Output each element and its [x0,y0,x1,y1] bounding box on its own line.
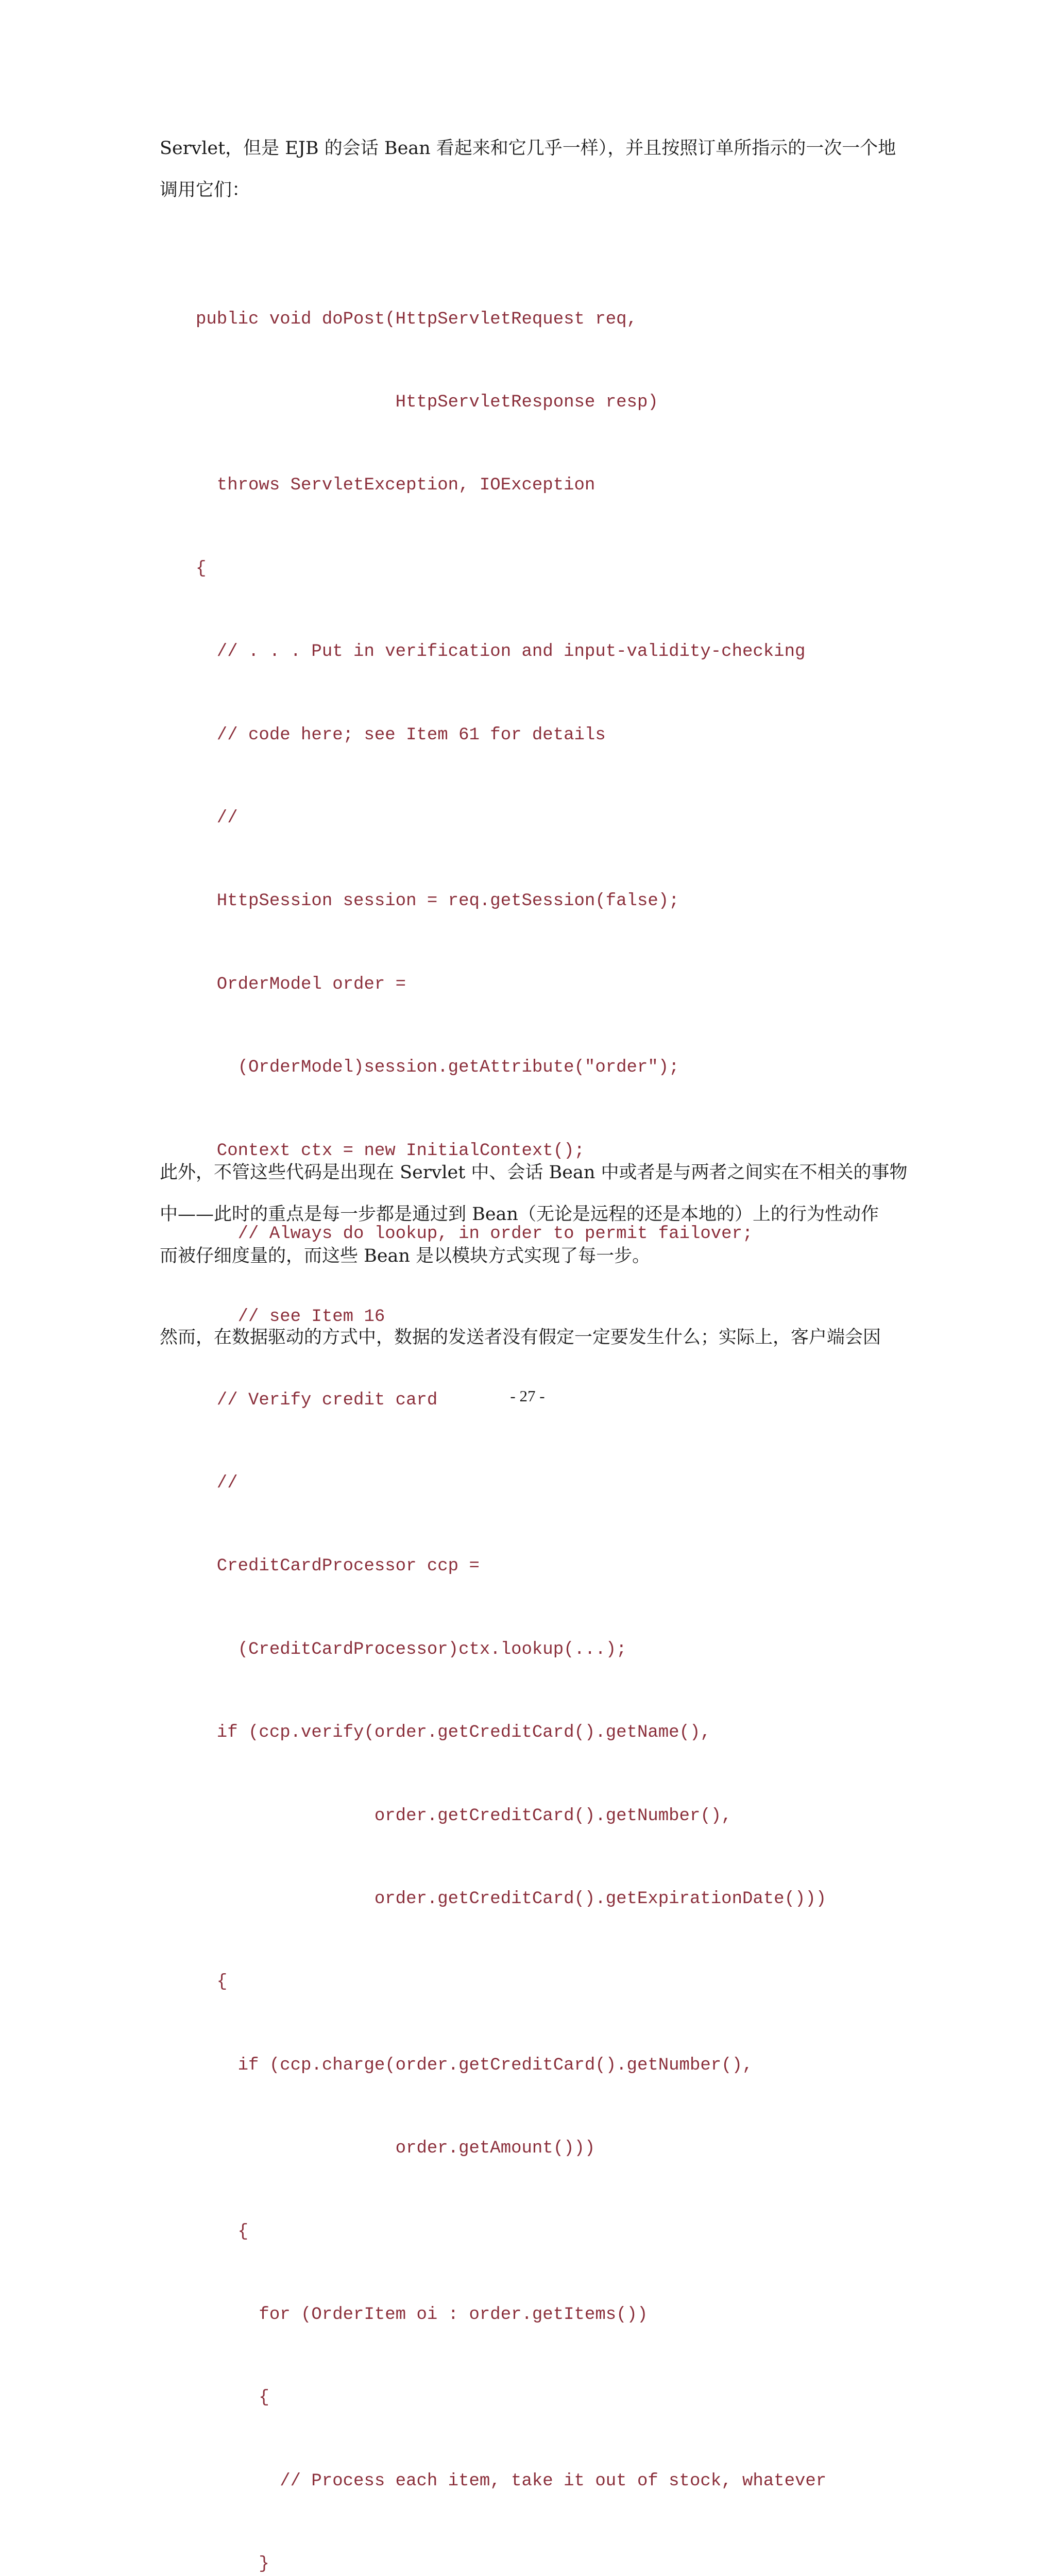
code-line: (CreditCardProcessor)ctx.lookup(...); [196,1639,627,1659]
code-line: // Verify credit card [196,1390,438,1410]
code-line: { [196,558,207,579]
intro-paragraph [160,128,901,211]
paragraph-line: 中——此时的重点是每一步都是通过到 Bean（无论是远程的还是本地的）上的行为性动作 [160,1204,879,1225]
code-line: // . . . Put in verification and input-validity-checking [196,642,806,662]
code-line: public void doPost(HttpServletRequest req, [196,309,637,329]
code-line: throws ServletException, IOException [196,476,595,496]
code-line: // see Item 16 [196,1307,385,1327]
third-paragraph [160,1317,901,1359]
code-line: // Process each item, take it out of stock, whatever [196,2471,827,2491]
paragraph-line: 然而，在数据驱动的方式中，数据的发送者没有假定一定要发生什么；实际上，客户端会因 [160,1327,881,1348]
code-line: OrderModel order = [196,974,406,994]
code-line: { [196,2388,269,2408]
paragraph-line: 此外，不管这些代码是出现在 Servlet 中、会话 Bean 中或者是与两者之间实在不相关的事物 [160,1162,908,1183]
code-line: order.getCreditCard().getExpirationDate())) [196,1889,827,1909]
code-line: if (ccp.charge(order.getCreditCard().getNumber(), [196,2055,753,2075]
code-line: Context ctx = new InitialContext(); [196,1141,585,1161]
paragraph-line: 而被仔细度量的，而这些 Bean 是以模块方式实现了每一步。 [160,1246,651,1266]
code-line: { [196,2222,249,2242]
code-line: // [196,1473,238,1494]
code-line: order.getCreditCard().getNumber(), [196,1806,732,1826]
code-line: if (ccp.verify(order.getCreditCard().getName(), [196,1723,711,1743]
paragraph-line: Servlet，但是 EJB 的会话 Bean 看起来和它几乎一样），并且按照订单所指示的一次一个地 [160,138,896,159]
code-line: // [196,808,238,828]
second-paragraph [160,1152,908,1277]
code-line: HttpSession session = req.getSession(false); [196,891,679,911]
code-line: // code here; see Item 61 for details [196,725,606,745]
code-line: for (OrderItem oi : order.getItems()) [196,2304,648,2325]
code-block [196,250,826,2576]
code-line: CreditCardProcessor ccp = [196,1556,480,1577]
code-line: { [196,1972,228,1992]
code-line: order.getAmount())) [196,2139,595,2159]
code-line: HttpServletResponse resp) [196,392,658,412]
page-number: - 27 - [510,1387,545,1405]
code-line: // Always do lookup, in order to permit failover; [196,1224,753,1244]
paragraph-line: 调用它们： [160,180,250,200]
code-line: (OrderModel)session.getAttribute("order"); [196,1058,679,1078]
code-line: } [196,2554,269,2574]
